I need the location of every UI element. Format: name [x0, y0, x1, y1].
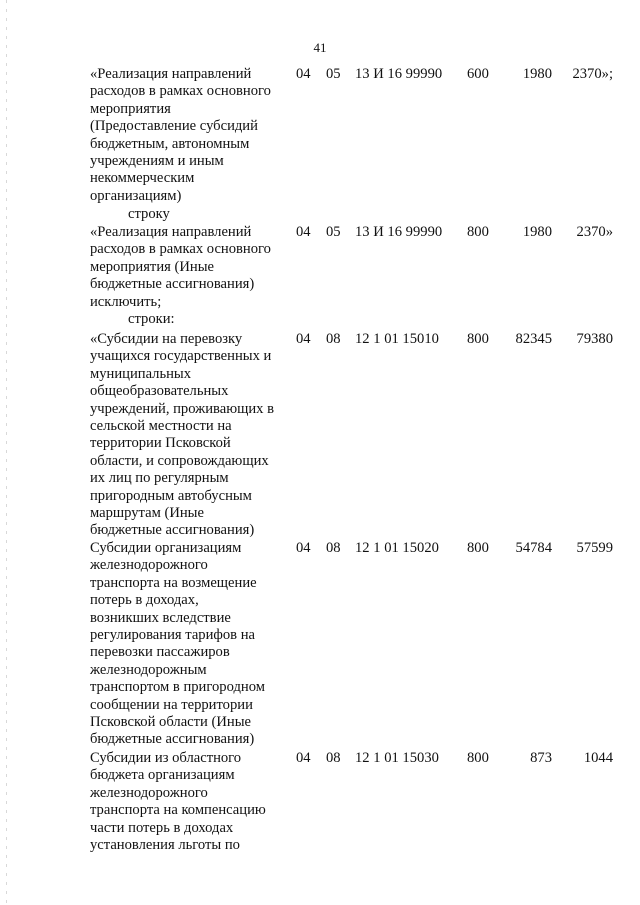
target-article-code: 12 1 01 15030: [355, 750, 439, 766]
amount-year-1: 873: [530, 750, 552, 766]
section-code: 04: [296, 66, 311, 82]
amount-year-2: 79380: [576, 331, 613, 347]
row-description: Субсидии организациям железнодорожного транспорта на возмещение потерь в доходах, возникших вследствие регулирования тарифов на перевозки пассажиров железнодорожным транспортом в пригородном сообщении на территории Псковской области (Иные бюджетные ассигнования): [90, 540, 265, 748]
row-description: Субсидии из областного бюджета организациям железнодорожного транспорта на компенсацию части потерь в доходах установления льготы по: [90, 750, 266, 854]
expense-type-code: 800: [467, 224, 489, 240]
amount-year-1: 54784: [515, 540, 552, 556]
subsection-code: 08: [326, 750, 341, 766]
expense-type-code: 800: [467, 750, 489, 766]
section-code: 04: [296, 224, 311, 240]
row-description: «Реализация направлений расходов в рамках основного мероприятия (Предоставление субсидий бюджетным, автономным учреждениям и иным некоммерческим организациям): [90, 66, 271, 204]
amount-year-2: 2370»;: [572, 66, 613, 82]
subsection-code: 05: [326, 66, 341, 82]
section-code: 04: [296, 540, 311, 556]
amount-year-1: 1980: [522, 66, 552, 82]
instruction-line: строки:: [128, 311, 175, 327]
row-description: «Реализация направлений расходов в рамках основного мероприятия (Иные бюджетные ассигнования): [90, 224, 271, 293]
amount-year-2: 2370»: [576, 224, 613, 240]
section-code: 04: [296, 750, 311, 766]
subsection-code: 08: [326, 540, 341, 556]
target-article-code: 12 1 01 15020: [355, 540, 439, 556]
amount-year-2: 1044: [583, 750, 613, 766]
expense-type-code: 800: [467, 540, 489, 556]
target-article-code: 13 И 16 99990: [355, 224, 443, 240]
page-number: 41: [313, 40, 327, 55]
section-code: 04: [296, 331, 311, 347]
instruction-line: исключить;: [90, 294, 162, 310]
scan-edge: [6, 0, 7, 905]
amount-year-1: 1980: [522, 224, 552, 240]
subsection-code: 08: [326, 331, 341, 347]
row-description: «Субсидии на перевозку учащихся государственных и муниципальных общеобразовательных учреждений, проживающих в сельской местности на территории Псковской области, и сопровождающих их лиц по регулярным пригородным автобусным маршрутам (Иные бюджетные ассигнования): [90, 331, 275, 539]
instruction-line: строку: [128, 206, 170, 222]
expense-type-code: 600: [467, 66, 489, 82]
target-article-code: 12 1 01 15010: [355, 331, 439, 347]
amount-year-1: 82345: [515, 331, 552, 347]
subsection-code: 05: [326, 224, 341, 240]
amount-year-2: 57599: [576, 540, 613, 556]
target-article-code: 13 И 16 99990: [355, 66, 443, 82]
expense-type-code: 800: [467, 331, 489, 347]
